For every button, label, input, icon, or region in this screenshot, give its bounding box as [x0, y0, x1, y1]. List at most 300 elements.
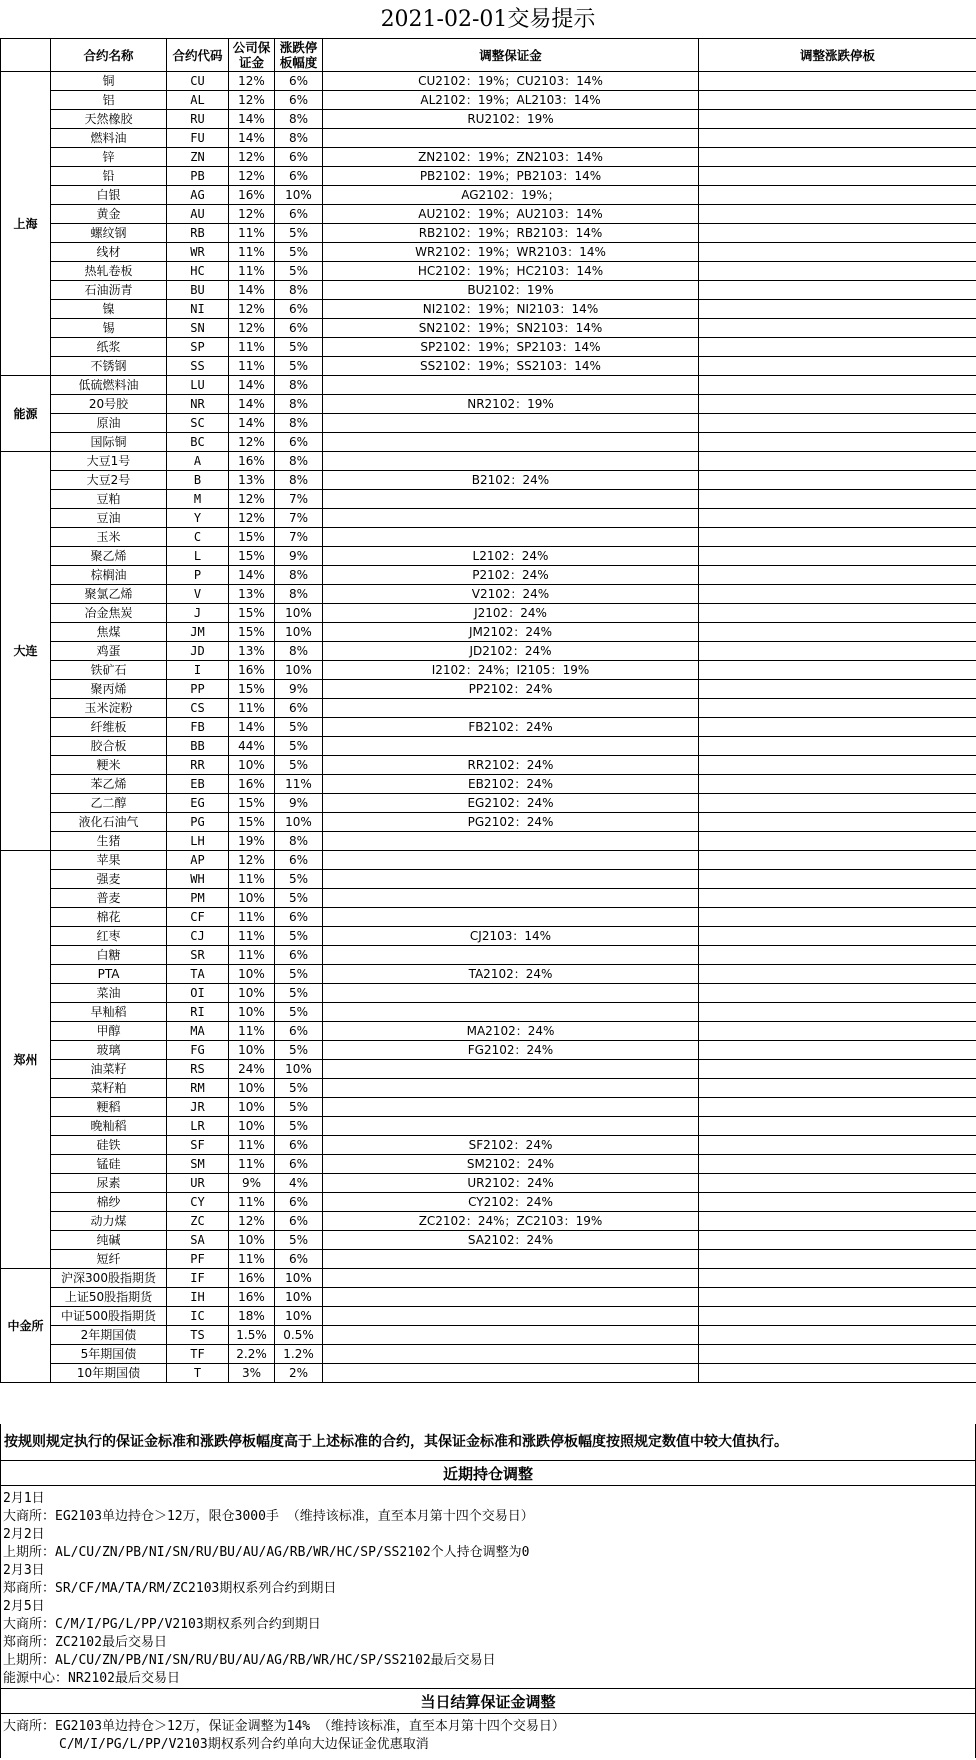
contract-code-cell: HC: [167, 262, 229, 281]
price-limit-cell: 6%: [275, 851, 323, 870]
table-row: [1, 1098, 976, 1117]
adjusted-limit-cell: [699, 1288, 976, 1307]
price-limit-cell: 10%: [275, 1060, 323, 1079]
adjusted-limit-cell: [699, 395, 976, 414]
company-margin-cell: 14%: [229, 281, 275, 300]
table-row: [1, 1269, 976, 1288]
adjusted-margin-cell: SF2102：24%: [323, 1136, 699, 1155]
adjusted-limit-cell: [699, 775, 976, 794]
company-margin-cell: 14%: [229, 376, 275, 395]
adjusted-margin-cell: [323, 1345, 699, 1364]
page-title: 2021-02-01交易提示: [380, 7, 596, 32]
adjusted-limit-cell: [699, 1079, 976, 1098]
company-margin-cell: 3%: [229, 1364, 275, 1383]
adjusted-margin-cell: AL2102：19%；AL2103：14%: [323, 91, 699, 110]
adjusted-margin-cell: [323, 832, 699, 851]
adjusted-limit-cell: [699, 528, 976, 547]
price-limit-cell: 4%: [275, 1174, 323, 1193]
company-margin-cell: 12%: [229, 851, 275, 870]
adjusted-limit-cell: [699, 1307, 976, 1326]
note-line: 2月1日: [3, 1491, 45, 1506]
exchange-name: 中金所: [1, 1269, 51, 1383]
table-row: [1, 1307, 976, 1326]
company-margin-cell: 10%: [229, 1098, 275, 1117]
table-row: [1, 1212, 976, 1231]
adjusted-margin-cell: V2102：24%: [323, 585, 699, 604]
company-margin-cell: 10%: [229, 984, 275, 1003]
company-margin-cell: 24%: [229, 1060, 275, 1079]
adjusted-margin-cell: JM2102：24%: [323, 623, 699, 642]
adjusted-margin-cell: [323, 1250, 699, 1269]
company-margin-cell: 15%: [229, 794, 275, 813]
price-limit-cell: 10%: [275, 1269, 323, 1288]
contract-code-cell: FG: [167, 1041, 229, 1060]
company-margin-cell: 9%: [229, 1174, 275, 1193]
adjusted-margin-cell: [323, 376, 699, 395]
adjusted-limit-cell: [699, 471, 976, 490]
note-line: 上期所：AL/CU/ZN/PB/NI/SN/RU/BU/AU/AG/RB/WR/HC/SP/SS2102个人持仓调整为0: [3, 1545, 530, 1560]
header-contract-name: 合约名称: [51, 39, 167, 72]
contract-name-cell: 玉米: [51, 528, 167, 547]
adjusted-margin-cell: PP2102：24%: [323, 680, 699, 699]
table-row: [1, 509, 976, 528]
adjusted-margin-cell: [323, 1060, 699, 1079]
contract-name-cell: 2年期国债: [51, 1326, 167, 1345]
table-row: [1, 1003, 976, 1022]
company-margin-cell: 19%: [229, 832, 275, 851]
contract-name-cell: 白银: [51, 186, 167, 205]
note-line: 上期所：AL/CU/ZN/PB/NI/SN/RU/BU/AU/AG/RB/WR/HC/SP/SS2102最后交易日: [3, 1653, 496, 1668]
adjusted-margin-cell: [323, 129, 699, 148]
adjusted-limit-cell: [699, 946, 976, 965]
contract-name-cell: 铜: [51, 72, 167, 91]
contract-name-cell: 豆油: [51, 509, 167, 528]
contract-name-cell: 液化石油气: [51, 813, 167, 832]
table-row: [1, 338, 976, 357]
table-row: [1, 661, 976, 680]
adjusted-limit-cell: [699, 319, 976, 338]
company-margin-cell: 10%: [229, 1117, 275, 1136]
table-header-row: [1, 39, 976, 72]
table-row: [1, 813, 976, 832]
contract-name-cell: 锰硅: [51, 1155, 167, 1174]
adjusted-limit-cell: [699, 984, 976, 1003]
contract-name-cell: 大豆1号: [51, 452, 167, 471]
table-row: [1, 1364, 976, 1383]
price-limit-cell: 9%: [275, 680, 323, 699]
adjusted-limit-cell: [699, 1098, 976, 1117]
contract-name-cell: 聚乙烯: [51, 547, 167, 566]
table-row: [1, 1022, 976, 1041]
adjusted-margin-cell: AG2102：19%；: [323, 186, 699, 205]
table-row: [1, 319, 976, 338]
price-limit-cell: 5%: [275, 1003, 323, 1022]
adjusted-margin-cell: [323, 1307, 699, 1326]
adjusted-margin-cell: SS2102：19%；SS2103：14%: [323, 357, 699, 376]
exchange-name: 郑州: [1, 851, 51, 1269]
adjusted-margin-cell: [323, 1003, 699, 1022]
contract-code-cell: FB: [167, 718, 229, 737]
adjusted-margin-cell: AU2102：19%；AU2103：14%: [323, 205, 699, 224]
contract-code-cell: SC: [167, 414, 229, 433]
company-margin-cell: 16%: [229, 186, 275, 205]
price-limit-cell: 6%: [275, 1136, 323, 1155]
table-row: [1, 1117, 976, 1136]
price-limit-cell: 6%: [275, 319, 323, 338]
price-limit-cell: 5%: [275, 243, 323, 262]
price-limit-cell: 8%: [275, 566, 323, 585]
contract-name-cell: 铅: [51, 167, 167, 186]
table-row: [1, 718, 976, 737]
adjusted-margin-cell: [323, 528, 699, 547]
contract-code-cell: MA: [167, 1022, 229, 1041]
company-margin-cell: 10%: [229, 1079, 275, 1098]
price-limit-cell: 6%: [275, 300, 323, 319]
price-limit-cell: 10%: [275, 604, 323, 623]
table-row: [1, 585, 976, 604]
table-row: [1, 756, 976, 775]
adjusted-limit-cell: [699, 680, 976, 699]
adjusted-margin-cell: RB2102：19%；RB2103：14%: [323, 224, 699, 243]
contract-code-cell: CU: [167, 72, 229, 91]
company-margin-cell: 11%: [229, 1193, 275, 1212]
adjusted-limit-cell: [699, 243, 976, 262]
company-margin-cell: 14%: [229, 414, 275, 433]
header-price-limit: 涨跌停板幅度: [275, 39, 323, 72]
contract-name-cell: 胶合板: [51, 737, 167, 756]
price-limit-cell: 8%: [275, 452, 323, 471]
contract-code-cell: RU: [167, 110, 229, 129]
adjusted-limit-cell: [699, 1231, 976, 1250]
adjusted-margin-cell: SM2102：24%: [323, 1155, 699, 1174]
table-row: [1, 870, 976, 889]
table-row: [1, 832, 976, 851]
table-row: [1, 72, 976, 91]
adjusted-margin-cell: B2102：24%: [323, 471, 699, 490]
contract-code-cell: TS: [167, 1326, 229, 1345]
contract-code-cell: RB: [167, 224, 229, 243]
adjusted-margin-cell: CU2102：19%；CU2103：14%: [323, 72, 699, 91]
adjusted-limit-cell: [699, 433, 976, 452]
contract-name-cell: 聚丙烯: [51, 680, 167, 699]
company-margin-cell: 12%: [229, 205, 275, 224]
table-row: [1, 224, 976, 243]
contract-name-cell: 焦煤: [51, 623, 167, 642]
adjusted-limit-cell: [699, 1041, 976, 1060]
adjusted-limit-cell: [699, 642, 976, 661]
adjusted-limit-cell: [699, 490, 976, 509]
table-row: [1, 91, 976, 110]
company-margin-cell: 14%: [229, 129, 275, 148]
note-line: 郑商所：SR/CF/MA/TA/RM/ZC2103期权系列合约到期日: [3, 1581, 337, 1596]
contract-code-cell: NI: [167, 300, 229, 319]
company-margin-cell: 14%: [229, 395, 275, 414]
adjusted-margin-cell: [323, 1079, 699, 1098]
contract-code-cell: OI: [167, 984, 229, 1003]
contract-code-cell: JR: [167, 1098, 229, 1117]
header-adjusted-margin: 调整保证金: [323, 39, 699, 72]
contract-name-cell: 沪深300股指期货: [51, 1269, 167, 1288]
adjusted-limit-cell: [699, 889, 976, 908]
settlement-section-body: [0, 1714, 976, 1758]
adjusted-limit-cell: [699, 205, 976, 224]
price-limit-cell: 10%: [275, 661, 323, 680]
company-margin-cell: 16%: [229, 1269, 275, 1288]
adjusted-margin-cell: FB2102：24%: [323, 718, 699, 737]
contract-code-cell: IC: [167, 1307, 229, 1326]
contract-code-cell: AP: [167, 851, 229, 870]
adjusted-margin-cell: EG2102：24%: [323, 794, 699, 813]
contract-name-cell: 天然橡胶: [51, 110, 167, 129]
contract-code-cell: PG: [167, 813, 229, 832]
company-margin-cell: 11%: [229, 870, 275, 889]
adjusted-margin-cell: PG2102：24%: [323, 813, 699, 832]
adjusted-limit-cell: [699, 1212, 976, 1231]
header-contract-code: 合约代码: [167, 39, 229, 72]
contract-code-cell: P: [167, 566, 229, 585]
price-limit-cell: 5%: [275, 1231, 323, 1250]
adjusted-margin-cell: [323, 1269, 699, 1288]
adjusted-margin-cell: P2102：24%: [323, 566, 699, 585]
adjusted-margin-cell: [323, 1098, 699, 1117]
contract-code-cell: SA: [167, 1231, 229, 1250]
price-limit-cell: 8%: [275, 642, 323, 661]
company-margin-cell: 16%: [229, 661, 275, 680]
contract-name-cell: 纯碱: [51, 1231, 167, 1250]
price-limit-cell: 6%: [275, 72, 323, 91]
company-margin-cell: 13%: [229, 585, 275, 604]
contract-code-cell: BC: [167, 433, 229, 452]
table-row: [1, 680, 976, 699]
price-limit-cell: 5%: [275, 262, 323, 281]
contract-name-cell: 动力煤: [51, 1212, 167, 1231]
contract-code-cell: RM: [167, 1079, 229, 1098]
contract-code-cell: AL: [167, 91, 229, 110]
contract-code-cell: NR: [167, 395, 229, 414]
table-row: [1, 129, 976, 148]
adjusted-limit-cell: [699, 129, 976, 148]
price-limit-cell: 7%: [275, 490, 323, 509]
adjusted-limit-cell: [699, 1364, 976, 1383]
note-line: C/M/I/PG/L/PP/V2103期权系列合约单向大边保证金优惠取消: [59, 1737, 429, 1752]
contract-code-cell: PB: [167, 167, 229, 186]
contract-code-cell: JD: [167, 642, 229, 661]
price-limit-cell: 5%: [275, 718, 323, 737]
contract-name-cell: 大豆2号: [51, 471, 167, 490]
contract-name-cell: 上证50股指期货: [51, 1288, 167, 1307]
company-margin-cell: 15%: [229, 623, 275, 642]
adjusted-limit-cell: [699, 1060, 976, 1079]
contract-name-cell: 晚籼稻: [51, 1117, 167, 1136]
company-margin-cell: 16%: [229, 1288, 275, 1307]
adjusted-limit-cell: [699, 1193, 976, 1212]
price-limit-cell: 8%: [275, 414, 323, 433]
company-margin-cell: 15%: [229, 547, 275, 566]
table-row: [1, 243, 976, 262]
adjusted-limit-cell: [699, 1003, 976, 1022]
price-limit-cell: 0.5%: [275, 1326, 323, 1345]
adjusted-margin-cell: TA2102：24%: [323, 965, 699, 984]
contract-name-cell: 原油: [51, 414, 167, 433]
adjusted-limit-cell: [699, 167, 976, 186]
price-limit-cell: 9%: [275, 547, 323, 566]
adjusted-limit-cell: [699, 1022, 976, 1041]
price-limit-cell: 9%: [275, 794, 323, 813]
note-line: 2月3日: [3, 1563, 45, 1578]
contract-code-cell: SP: [167, 338, 229, 357]
table-row: [1, 1231, 976, 1250]
contract-code-cell: LR: [167, 1117, 229, 1136]
price-limit-cell: 1.2%: [275, 1345, 323, 1364]
adjusted-margin-cell: ZN2102：19%；ZN2103：14%: [323, 148, 699, 167]
contract-name-cell: 苹果: [51, 851, 167, 870]
adjusted-limit-cell: [699, 509, 976, 528]
table-row: [1, 452, 976, 471]
table-row: [1, 889, 976, 908]
adjusted-limit-cell: [699, 661, 976, 680]
adjusted-limit-cell: [699, 414, 976, 433]
company-margin-cell: 11%: [229, 262, 275, 281]
contract-name-cell: PTA: [51, 965, 167, 984]
contract-code-cell: LH: [167, 832, 229, 851]
company-margin-cell: 11%: [229, 224, 275, 243]
adjusted-limit-cell: [699, 1345, 976, 1364]
price-limit-cell: 5%: [275, 1117, 323, 1136]
contract-code-cell: RR: [167, 756, 229, 775]
adjusted-limit-cell: [699, 262, 976, 281]
table-row: [1, 851, 976, 870]
contract-code-cell: WR: [167, 243, 229, 262]
contract-name-cell: 黄金: [51, 205, 167, 224]
contract-code-cell: T: [167, 1364, 229, 1383]
table-row: [1, 262, 976, 281]
price-limit-cell: 7%: [275, 528, 323, 547]
contract-code-cell: PP: [167, 680, 229, 699]
table-row: [1, 433, 976, 452]
contract-code-cell: Y: [167, 509, 229, 528]
position-adjustment-section: [0, 1460, 976, 1692]
contract-code-cell: LU: [167, 376, 229, 395]
company-margin-cell: 15%: [229, 528, 275, 547]
adjusted-limit-cell: [699, 1136, 976, 1155]
adjusted-margin-cell: JD2102：24%: [323, 642, 699, 661]
contract-code-cell: RS: [167, 1060, 229, 1079]
adjusted-limit-cell: [699, 623, 976, 642]
price-limit-cell: 6%: [275, 1193, 323, 1212]
adjusted-limit-cell: [699, 1117, 976, 1136]
adjusted-limit-cell: [699, 813, 976, 832]
adjusted-margin-cell: [323, 1117, 699, 1136]
header-company-margin: 公司保证金: [229, 39, 275, 72]
adjusted-limit-cell: [699, 110, 976, 129]
adjusted-margin-cell: [323, 490, 699, 509]
contract-code-cell: TA: [167, 965, 229, 984]
contract-code-cell: PM: [167, 889, 229, 908]
price-limit-cell: 11%: [275, 775, 323, 794]
price-limit-cell: 5%: [275, 927, 323, 946]
adjusted-limit-cell: [699, 737, 976, 756]
contract-code-cell: CF: [167, 908, 229, 927]
table-row: [1, 490, 976, 509]
price-limit-cell: 5%: [275, 756, 323, 775]
contract-code-cell: CJ: [167, 927, 229, 946]
adjusted-margin-cell: RU2102：19%: [323, 110, 699, 129]
contract-code-cell: TF: [167, 1345, 229, 1364]
price-limit-cell: 5%: [275, 737, 323, 756]
company-margin-cell: 11%: [229, 1022, 275, 1041]
company-margin-cell: 10%: [229, 965, 275, 984]
contract-name-cell: 热轧卷板: [51, 262, 167, 281]
adjusted-limit-cell: [699, 186, 976, 205]
adjusted-margin-cell: [323, 509, 699, 528]
price-limit-cell: 6%: [275, 1250, 323, 1269]
contract-code-cell: WH: [167, 870, 229, 889]
price-limit-cell: 5%: [275, 965, 323, 984]
company-margin-cell: 11%: [229, 699, 275, 718]
company-margin-cell: 11%: [229, 927, 275, 946]
contract-name-cell: 乙二醇: [51, 794, 167, 813]
price-limit-cell: 8%: [275, 585, 323, 604]
company-margin-cell: 1.5%: [229, 1326, 275, 1345]
adjusted-margin-cell: NI2102：19%；NI2103：14%: [323, 300, 699, 319]
adjusted-margin-cell: [323, 433, 699, 452]
table-row: [1, 1079, 976, 1098]
price-limit-cell: 5%: [275, 984, 323, 1003]
price-limit-cell: 8%: [275, 110, 323, 129]
company-margin-cell: 12%: [229, 72, 275, 91]
note-line: 大商所：EG2103单边持仓＞12万，限仓3000手 （维持该标准，直至本月第十四个交易日）: [3, 1509, 534, 1524]
contract-name-cell: 不锈钢: [51, 357, 167, 376]
contract-name-cell: 菜籽粕: [51, 1079, 167, 1098]
contract-name-cell: 中证500股指期货: [51, 1307, 167, 1326]
price-limit-cell: 8%: [275, 395, 323, 414]
company-margin-cell: 44%: [229, 737, 275, 756]
note-line: 大商所：EG2103单边持仓＞12万，保证金调整为14% （维持该标准，直至本月第十四个交易日）: [3, 1719, 565, 1734]
contract-name-cell: 燃料油: [51, 129, 167, 148]
contract-code-cell: CS: [167, 699, 229, 718]
table-row: [1, 471, 976, 490]
contract-name-cell: 油菜籽: [51, 1060, 167, 1079]
table-row: [1, 1155, 976, 1174]
contract-code-cell: IH: [167, 1288, 229, 1307]
price-limit-cell: 10%: [275, 623, 323, 642]
table-row: [1, 300, 976, 319]
adjusted-margin-cell: [323, 737, 699, 756]
contract-name-cell: 铁矿石: [51, 661, 167, 680]
contract-name-cell: 棉纱: [51, 1193, 167, 1212]
adjusted-limit-cell: [699, 338, 976, 357]
company-margin-cell: 12%: [229, 509, 275, 528]
position-section-heading: 近期持仓调整: [0, 1460, 976, 1486]
table-row: [1, 1288, 976, 1307]
price-limit-cell: 10%: [275, 1307, 323, 1326]
adjusted-margin-cell: [323, 889, 699, 908]
contract-name-cell: 短纤: [51, 1250, 167, 1269]
contract-name-cell: 硅铁: [51, 1136, 167, 1155]
company-margin-cell: 13%: [229, 642, 275, 661]
company-margin-cell: 11%: [229, 1155, 275, 1174]
contract-code-cell: B: [167, 471, 229, 490]
adjusted-margin-cell: I2102：24%；I2105：19%: [323, 661, 699, 680]
adjusted-limit-cell: [699, 281, 976, 300]
contract-name-cell: 螺纹钢: [51, 224, 167, 243]
adjusted-margin-cell: ZC2102：24%；ZC2103：19%: [323, 1212, 699, 1231]
note-line: 能源中心：NR2102最后交易日: [3, 1671, 180, 1686]
company-margin-cell: 10%: [229, 889, 275, 908]
adjusted-limit-cell: [699, 794, 976, 813]
company-margin-cell: 2.2%: [229, 1345, 275, 1364]
adjusted-margin-cell: NR2102：19%: [323, 395, 699, 414]
